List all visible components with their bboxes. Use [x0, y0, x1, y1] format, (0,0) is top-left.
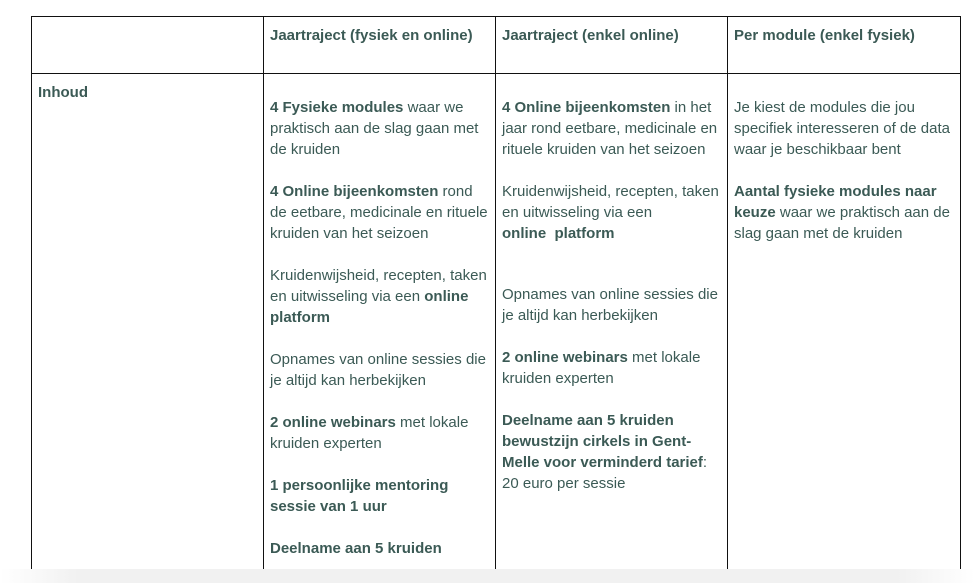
item-text: in het jaar rond eetbare, medicinale en rituele kruiden van het seizoen: [502, 99, 718, 158]
item-highlight: online platform: [270, 288, 469, 326]
list-item: [270, 265, 489, 328]
item-text: waar we praktisch aan de slag gaan met de kruiden: [270, 99, 479, 158]
list-item: [270, 349, 489, 391]
header-jaartraject-fysiek-online: Jaartraject (fysiek en online): [264, 17, 496, 74]
item-text: Opnames van online sessies die je altijd kan herbekijken: [502, 286, 718, 324]
item-text: Kruidenwijsheid, recepten, taken en uitwisseling via een: [270, 267, 487, 305]
item-text: Je kiest de modules die jou specifiek interesseren of de data waar je beschikbaar bent: [734, 99, 950, 158]
list-item: [270, 538, 489, 559]
item-text: met lokale kruiden experten: [270, 414, 469, 452]
item-text: Opnames van online sessies die je altijd kan herbekijken: [270, 351, 486, 389]
item-highlight: Aantal fysieke modules naar keuze: [734, 183, 937, 221]
list-item: [502, 284, 721, 326]
comparison-table: [31, 16, 961, 581]
list-item: [270, 97, 489, 160]
cell-jaartraject-fysiek-online: [264, 74, 496, 581]
item-highlight: 4 Online bijeenkomsten: [270, 183, 439, 200]
cell-per-module-enkel-fysiek: [728, 74, 961, 581]
item-highlight: 4 Online bijeenkomsten: [502, 99, 671, 116]
list-item: [502, 181, 721, 244]
row-label-inhoud: Inhoud: [32, 74, 264, 581]
item-text: waar we praktisch aan de slag gaan met de kruiden: [734, 204, 950, 242]
item-text: rond de eetbare, medicinale en rituele kruiden van het seizoen: [270, 183, 488, 242]
item-highlight: Deelname aan 5 kruiden: [270, 540, 442, 557]
list-item: [270, 181, 489, 244]
list-item: [270, 412, 489, 454]
list-item: [502, 410, 721, 494]
header-per-module-enkel-fysiek: Per module (enkel fysiek): [728, 17, 961, 74]
list-item: [734, 181, 954, 244]
item-text: : 20 euro per sessie: [502, 454, 708, 492]
inhoud-row: [32, 74, 961, 581]
header-jaartraject-enkel-online: Jaartraject (enkel online): [496, 17, 728, 74]
list-item: [270, 475, 489, 517]
item-highlight: 4 Fysieke modules: [270, 99, 404, 116]
header-row: [32, 17, 961, 74]
item-highlight: online platform: [502, 225, 615, 242]
page-bottom-shadow: [0, 569, 975, 583]
header-cell-empty: [32, 17, 264, 74]
item-highlight: 2 online webinars: [502, 349, 628, 366]
item-text: Kruidenwijsheid, recepten, taken en uitwisseling via een: [502, 183, 719, 221]
item-text: met lokale kruiden experten: [502, 349, 701, 387]
item-highlight: 1 persoonlijke mentoring sessie van 1 uur: [270, 477, 449, 515]
list-item: [502, 347, 721, 389]
cell-jaartraject-enkel-online: [496, 74, 728, 581]
list-item: [734, 97, 954, 160]
item-highlight: 2 online webinars: [270, 414, 396, 431]
list-item: [502, 97, 721, 160]
item-highlight: Deelname aan 5 kruiden bewustzijn cirkels in Gent-Melle voor verminderd tarief: [502, 412, 703, 471]
